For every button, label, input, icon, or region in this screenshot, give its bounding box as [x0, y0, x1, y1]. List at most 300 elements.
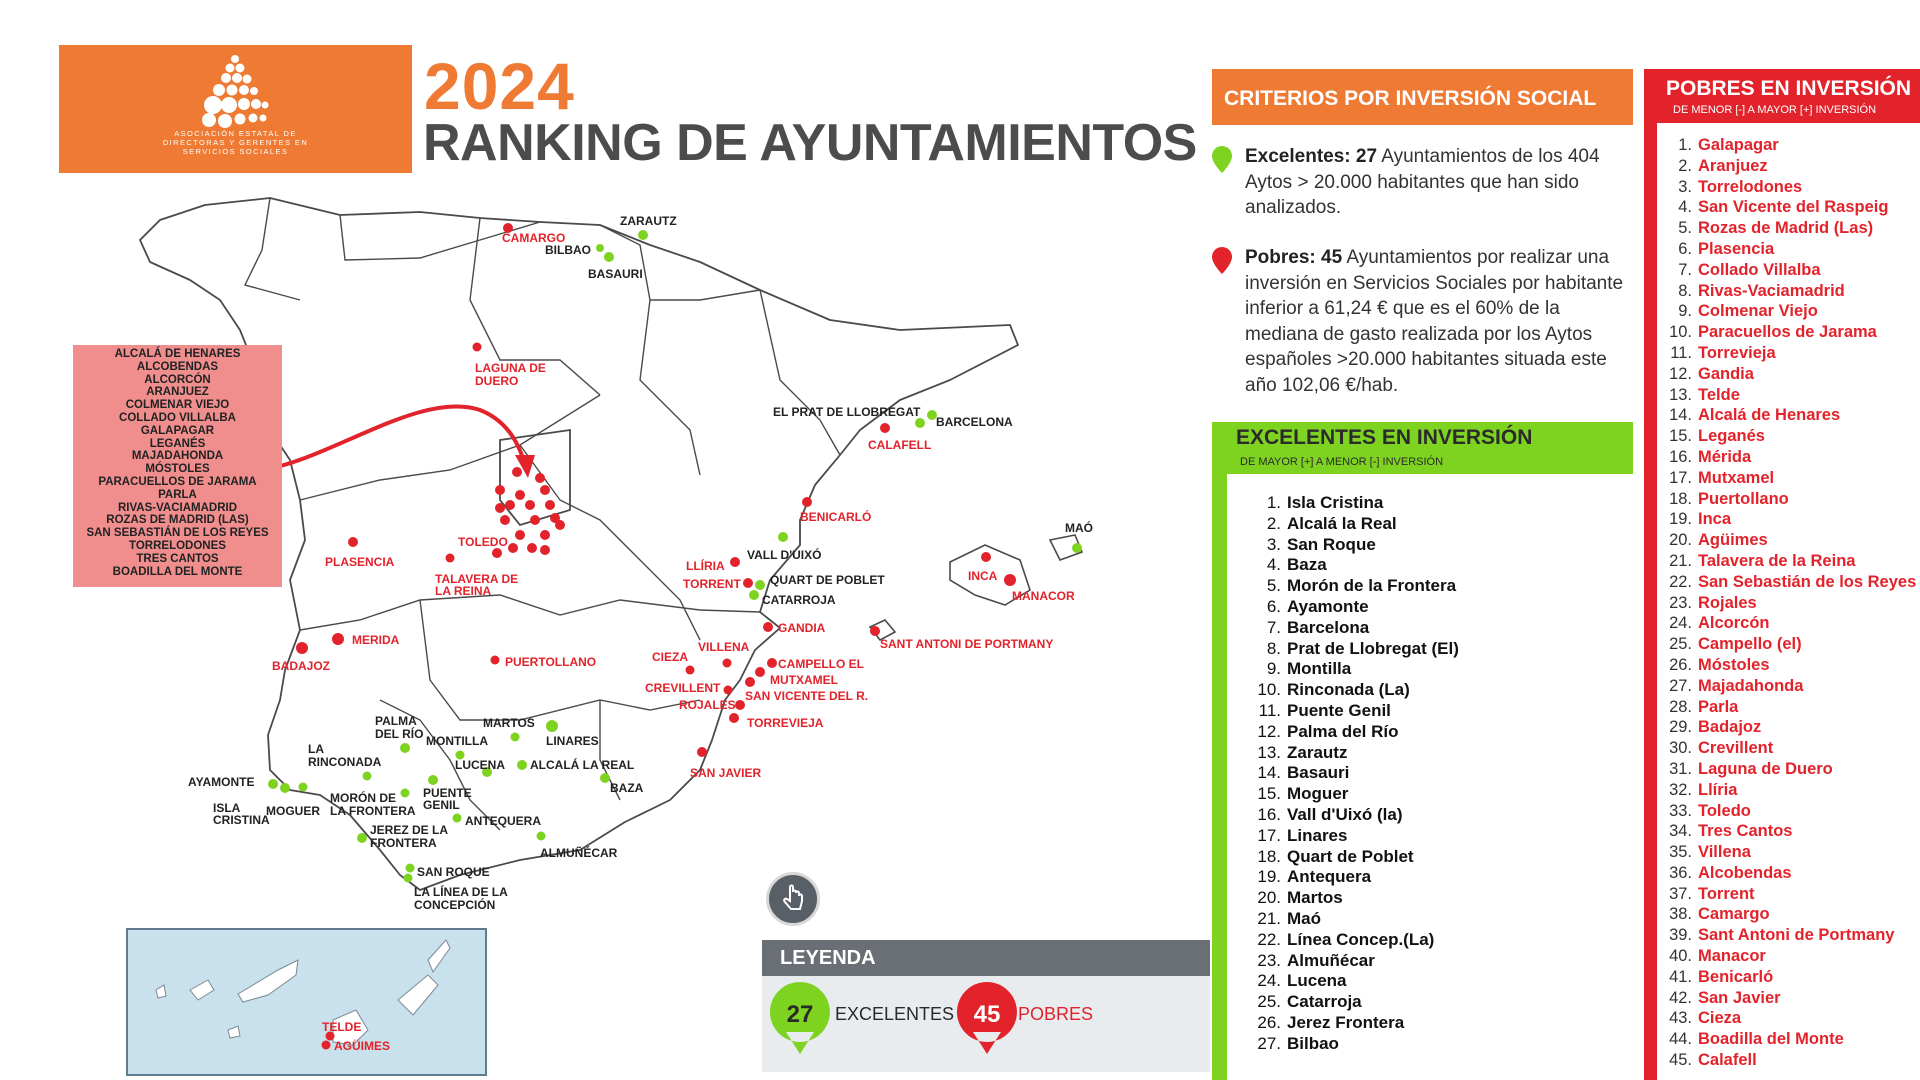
label-rojales: ROJALES	[679, 698, 736, 712]
pin-cieza	[686, 666, 695, 675]
label-la-linea-2: CONCEPCIÓN	[414, 898, 496, 910]
ranking-number: 39.	[1669, 926, 1692, 945]
ranking-item	[1662, 197, 1916, 218]
ranking-item	[1662, 177, 1916, 198]
madrid-item: PARACUELLOS DE JARAMA	[98, 475, 257, 488]
ranking-name: San Vicente del Raspeig	[1698, 198, 1889, 217]
ranking-number: 22.	[1257, 929, 1281, 949]
legend-body	[762, 976, 1210, 1072]
ranking-number: 22.	[1669, 572, 1692, 591]
madrid-item: LEGANÉS	[149, 437, 206, 450]
pin-almunecar	[537, 832, 546, 841]
ranking-number: 19.	[1257, 867, 1281, 887]
label-merida: MERIDA	[352, 633, 400, 647]
poor-title: POBRES EN INVERSIÓN	[1666, 77, 1912, 100]
ranking-number: 17.	[1257, 825, 1281, 845]
ranking-number: 10.	[1257, 680, 1281, 700]
madrid-item: ALCALÁ DE HENARES	[114, 348, 241, 360]
ranking-number: 25.	[1257, 992, 1281, 1012]
ranking-name: Alcobendas	[1698, 863, 1792, 882]
ranking-number: 4.	[1266, 555, 1281, 575]
ranking-number: 18.	[1669, 489, 1692, 508]
label-alcala-real: ALCALÁ LA REAL	[530, 758, 635, 772]
ranking-name: Isla Cristina	[1287, 493, 1384, 512]
label-almunecar: ALMUÑÉCAR	[540, 846, 618, 860]
ranking-name: Campello (el)	[1698, 635, 1802, 654]
ranking-name: Alcorcón	[1698, 614, 1770, 633]
pin-mao	[1072, 543, 1082, 553]
madrid-item: ALCORCÓN	[144, 373, 211, 386]
ranking-number: 17.	[1669, 468, 1692, 487]
label-benicarlo: BENICARLÓ	[800, 510, 872, 524]
ranking-number: 13.	[1669, 385, 1692, 404]
ranking-item	[1662, 759, 1916, 780]
ranking-number: 15.	[1669, 427, 1692, 446]
label-plasencia: PLASENCIA	[325, 555, 395, 569]
label-montilla: MONTILLA	[426, 734, 488, 748]
ranking-name: Crevillent	[1698, 739, 1774, 758]
legend-green-label: EXCELENTES	[835, 1004, 955, 1024]
pin-badajoz	[296, 642, 308, 654]
ranking-item	[1662, 509, 1916, 530]
ranking-item	[1662, 322, 1916, 343]
ranking-item	[1662, 218, 1916, 239]
label-calafell: CALAFELL	[868, 438, 932, 452]
ranking-item	[1662, 946, 1916, 967]
madrid-item: COLMENAR VIEJO	[125, 399, 230, 412]
ranking-item	[1662, 842, 1916, 863]
ranking-item	[1255, 535, 1459, 556]
criteria-poor	[1245, 245, 1635, 398]
ranking-number: 5.	[1678, 219, 1692, 238]
ranking-item	[1255, 992, 1459, 1013]
ranking-number: 40.	[1669, 947, 1692, 966]
ranking-item	[1255, 1034, 1459, 1055]
ranking-name: Paracuellos de Jarama	[1698, 323, 1877, 342]
ranking-item	[1662, 1008, 1916, 1029]
label-ayamonte: AYAMONTE	[188, 775, 255, 789]
ranking-item	[1662, 738, 1916, 759]
label-palma-rio-1: PALMA	[375, 714, 417, 728]
label-puente-genil-2: GENIL	[423, 798, 460, 812]
ranking-number: 15.	[1257, 784, 1281, 804]
label-toledo: TOLEDO	[458, 535, 508, 549]
ranking-name: Talavera de la Reina	[1698, 551, 1856, 570]
pin-aguimes	[322, 1041, 331, 1050]
pin-campello	[767, 658, 777, 668]
ranking-name: Sant Antoni de Portmany	[1698, 926, 1895, 945]
ranking-name: Bilbao	[1287, 1033, 1339, 1053]
ranking-number: 31.	[1669, 759, 1692, 778]
ranking-number: 1.	[1678, 136, 1692, 154]
ranking-item	[1662, 717, 1916, 738]
ranking-number: 29.	[1669, 718, 1692, 737]
label-laguna-2: DUERO	[475, 374, 519, 388]
ranking-number: 37.	[1669, 884, 1692, 903]
pin-vall-duixo	[778, 532, 788, 542]
ranking-name: Camargo	[1698, 905, 1770, 924]
pin-crevillent	[724, 686, 733, 695]
label-basauri: BASAURI	[588, 267, 643, 281]
pin-merida	[332, 633, 344, 645]
label-mutxamel: MUTXAMEL	[770, 673, 838, 687]
ranking-name: Moguer	[1287, 784, 1349, 804]
ranking-number: 13.	[1257, 742, 1281, 762]
ranking-item	[1255, 909, 1459, 930]
ranking-item	[1662, 260, 1916, 281]
pin-san-roque	[406, 864, 415, 873]
excellent-subtitle: DE MAYOR [+] A MENOR [-] INVERSIÓN	[1240, 456, 1444, 468]
madrid-item: TORRELODONES	[129, 539, 226, 552]
association-logo	[59, 45, 412, 173]
ranking-number: 8.	[1266, 638, 1281, 658]
ranking-item	[1255, 847, 1459, 868]
madrid-list	[73, 348, 282, 578]
label-bilbao: BILBAO	[545, 243, 591, 257]
ranking-name: Villena	[1698, 843, 1751, 862]
legend-red-label: POBRES	[1018, 1004, 1094, 1024]
criteria-excellent-label: Excelentes: 27	[1245, 146, 1378, 167]
ranking-item	[1662, 655, 1916, 676]
label-crevillent: CREVILLENT	[645, 681, 721, 695]
pin-baza	[600, 773, 610, 783]
ranking-item	[1255, 659, 1459, 680]
pin-liria	[730, 557, 740, 567]
baleares	[870, 535, 1082, 640]
ranking-item	[1662, 634, 1916, 655]
ranking-item	[1662, 447, 1916, 468]
ranking-item	[1662, 426, 1916, 447]
ranking-item	[1662, 343, 1916, 364]
ranking-number: 41.	[1669, 967, 1692, 986]
ranking-number: 8.	[1678, 281, 1692, 300]
criteria-excellent-text: Ayuntamientos de los 404 Aytos > 20.000 habitantes que han sido analizados.	[1245, 146, 1600, 218]
pin-palma-rio	[400, 743, 410, 753]
criteria-poor-label: Pobres: 45	[1245, 247, 1343, 268]
ranking-number: 3.	[1266, 534, 1281, 554]
pin-antequera	[453, 814, 462, 823]
ranking-name: Tres Cantos	[1698, 822, 1793, 841]
label-moguer: MOGUER	[266, 804, 320, 818]
ranking-item	[1662, 697, 1916, 718]
label-lucena: LUCENA	[455, 758, 505, 772]
label-campello: CAMPELLO EL	[778, 657, 864, 671]
ranking-number: 19.	[1669, 510, 1692, 529]
pin-la-linea	[404, 874, 413, 883]
pin-torrent	[743, 578, 753, 588]
ranking-number: 21.	[1257, 908, 1281, 928]
ranking-number: 34.	[1669, 822, 1692, 841]
label-martos: MARTOS	[483, 716, 535, 730]
ranking-name: San Sebastián de los Reyes	[1698, 572, 1917, 591]
label-sant-antoni: SANT ANTONI DE PORTMANY	[880, 637, 1054, 651]
ranking-item	[1662, 863, 1916, 884]
madrid-item: GALAPAGAR	[140, 424, 215, 437]
excellent-list	[1255, 493, 1459, 1055]
ranking-name: Mérida	[1698, 447, 1752, 466]
ranking-item	[1662, 821, 1916, 842]
pin-linares	[546, 720, 558, 732]
pin-villena	[723, 659, 732, 668]
ranking-item	[1255, 1013, 1459, 1034]
label-el-prat: EL PRAT DE LLOBREGAT	[773, 405, 921, 419]
ranking-name: Rivas-Vaciamadrid	[1698, 281, 1845, 300]
ranking-item	[1662, 780, 1916, 801]
ranking-number: 42.	[1669, 988, 1692, 1007]
ranking-number: 30.	[1669, 739, 1692, 758]
page-title: RANKING DE AYUNTAMIENTOS	[423, 114, 1197, 172]
red-pin-icon	[1210, 246, 1234, 276]
ranking-number: 12.	[1669, 364, 1692, 383]
ranking-item	[1255, 493, 1459, 514]
pointer-hand-icon[interactable]	[766, 872, 820, 926]
ranking-number: 43.	[1669, 1009, 1692, 1028]
pin-quart	[755, 580, 765, 590]
label-la-linea-1: LA LÍNEA DE LA	[414, 885, 508, 899]
ranking-item	[1662, 156, 1916, 177]
ranking-item	[1255, 930, 1459, 951]
ranking-name: Vall d'Uixó (la)	[1287, 804, 1403, 824]
ranking-name: Cieza	[1698, 1009, 1742, 1028]
label-badajoz: BADAJOZ	[272, 659, 331, 673]
label-jerez-1: JEREZ DE LA	[370, 823, 449, 837]
ranking-item	[1255, 743, 1459, 764]
label-moron-1: MORÓN DE	[330, 791, 396, 805]
legend-title: LEYENDA	[762, 940, 1210, 976]
ranking-item	[1662, 593, 1916, 614]
ranking-number: 10.	[1669, 323, 1692, 342]
ranking-item	[1662, 904, 1916, 925]
ranking-name: Línea Concep.(La)	[1287, 929, 1435, 949]
ranking-number: 7.	[1266, 617, 1281, 637]
ranking-item	[1255, 680, 1459, 701]
logo-line: SERVICIOS SOCIALES	[182, 147, 289, 156]
ranking-name: Leganés	[1698, 427, 1765, 446]
ranking-item	[1662, 925, 1916, 946]
poor-list	[1662, 135, 1916, 1071]
ranking-name: Laguna de Duero	[1698, 759, 1833, 778]
ranking-number: 32.	[1669, 780, 1692, 799]
criteria-title: CRITERIOS POR INVERSIÓN SOCIAL	[1212, 69, 1633, 125]
ranking-item	[1662, 239, 1916, 260]
ranking-name: Zarautz	[1287, 742, 1348, 762]
ranking-name: Llíria	[1698, 780, 1738, 799]
excellent-title: EXCELENTES EN INVERSIÓN	[1236, 426, 1533, 449]
ranking-name: Catarroja	[1287, 992, 1362, 1012]
hand-icon	[769, 875, 817, 923]
ranking-item	[1255, 618, 1459, 639]
ranking-number: 44.	[1669, 1030, 1692, 1049]
label-telde: TELDE	[322, 1020, 362, 1034]
label-torrevieja: TORREVIEJA	[747, 716, 824, 730]
ranking-name: San Roque	[1287, 534, 1376, 554]
ranking-item	[1662, 884, 1916, 905]
label-talavera-1: TALAVERA DE	[435, 572, 519, 586]
pin-el-prat	[915, 418, 925, 428]
ranking-number: 9.	[1266, 659, 1281, 679]
ranking-number: 28.	[1669, 697, 1692, 716]
label-torrent: TORRENT	[683, 577, 741, 591]
ranking-number: 20.	[1257, 888, 1281, 908]
ranking-name: Puente Genil	[1287, 700, 1391, 720]
pin-alcala-real	[517, 760, 527, 770]
ranking-item	[1255, 826, 1459, 847]
ranking-number: 25.	[1669, 635, 1692, 654]
madrid-item: ALCOBENDAS	[136, 360, 219, 373]
ranking-item	[1255, 555, 1459, 576]
ranking-item	[1662, 613, 1916, 634]
ranking-item	[1255, 763, 1459, 784]
ranking-number: 23.	[1257, 950, 1281, 970]
ranking-item	[1662, 468, 1916, 489]
ranking-name: Morón de la Frontera	[1287, 576, 1457, 596]
label-la-rinconada-2: RINCONADA	[308, 755, 382, 769]
ranking-name: Plasencia	[1698, 239, 1775, 258]
pin-mutxamel	[755, 667, 765, 677]
ranking-number: 45.	[1669, 1051, 1692, 1070]
ranking-number: 35.	[1669, 843, 1692, 862]
ranking-name: Jerez Frontera	[1287, 1012, 1405, 1032]
label-san-javier: SAN JAVIER	[690, 766, 762, 780]
ranking-item	[1662, 801, 1916, 822]
label-talavera-2: LA REINA	[435, 584, 492, 598]
ranking-item	[1662, 385, 1916, 406]
ranking-name: Torrelodones	[1698, 177, 1803, 196]
madrid-item: ROZAS DE MADRID (LAS)	[106, 514, 249, 527]
label-puertollano: PUERTOLLANO	[505, 655, 597, 669]
ranking-item	[1255, 888, 1459, 909]
ranking-number: 24.	[1257, 971, 1281, 991]
ranking-item	[1662, 967, 1916, 988]
ranking-name: San Javier	[1698, 988, 1781, 1007]
ranking-number: 12.	[1257, 721, 1281, 741]
ranking-number: 7.	[1678, 260, 1692, 279]
ranking-number: 14.	[1257, 763, 1281, 783]
ranking-name: Antequera	[1287, 867, 1372, 887]
canarias-inset	[126, 928, 487, 1076]
legend-red-count: 45	[973, 1001, 1001, 1028]
ranking-number: 38.	[1669, 905, 1692, 924]
ranking-number: 11.	[1258, 700, 1281, 720]
pin-sanjavier	[697, 747, 707, 757]
label-la-rinconada-1: LA	[308, 742, 324, 756]
ranking-item	[1255, 576, 1459, 597]
pin-puertollano	[491, 656, 500, 665]
ranking-name: Basauri	[1287, 763, 1350, 783]
ranking-number: 26.	[1669, 655, 1692, 674]
madrid-item: COLLADO VILLALBA	[119, 411, 236, 424]
ranking-item	[1662, 301, 1916, 322]
ranking-number: 16.	[1669, 447, 1692, 466]
ranking-number: 3.	[1678, 177, 1692, 196]
label-linares: LINARES	[546, 734, 599, 748]
ranking-item	[1662, 988, 1916, 1009]
label-liria: LLÍRIA	[686, 559, 725, 573]
ranking-item	[1255, 951, 1459, 972]
poor-subtitle: DE MENOR [-] A MAYOR [+] INVERSIÓN	[1673, 104, 1877, 116]
label-moron-2: LA FRONTERA	[330, 804, 416, 818]
pin-calafell	[880, 423, 890, 433]
label-mao: MAÓ	[1065, 521, 1093, 535]
pin-talavera	[446, 554, 455, 563]
ranking-name: Aranjuez	[1698, 156, 1768, 175]
ranking-name: Móstoles	[1698, 655, 1770, 674]
madrid-item: TRES CANTOS	[136, 552, 219, 565]
ranking-name: Puertollano	[1698, 489, 1789, 508]
pin-gandia	[763, 622, 773, 632]
ranking-item	[1662, 1029, 1916, 1050]
label-isla-cristina-1: ISLA	[213, 801, 241, 815]
ranking-number: 2.	[1678, 156, 1692, 175]
ranking-number: 23.	[1669, 593, 1692, 612]
ranking-item	[1255, 597, 1459, 618]
pin-jerez	[357, 833, 367, 843]
ranking-number: 18.	[1257, 846, 1281, 866]
ranking-number: 33.	[1669, 801, 1692, 820]
ranking-name: Martos	[1287, 888, 1343, 908]
ranking-name: Torrevieja	[1698, 343, 1776, 362]
label-baza: BAZA	[610, 781, 644, 795]
pin-benicarlo	[802, 497, 812, 507]
label-antequera: ANTEQUERA	[465, 814, 542, 828]
ranking-item	[1255, 784, 1459, 805]
criteria-excellent	[1245, 144, 1635, 221]
ranking-item	[1255, 867, 1459, 888]
label-camargo: CAMARGO	[502, 231, 566, 245]
pin-sanvicente	[745, 677, 755, 687]
ranking-name: Benicarló	[1698, 967, 1774, 986]
pin-sant-antoni	[870, 626, 880, 636]
pin-zarautz	[638, 230, 648, 240]
ranking-number: 6.	[1266, 596, 1281, 616]
pin-ayamonte	[268, 779, 278, 789]
ranking-name: Maó	[1287, 908, 1321, 928]
ranking-name: Calafell	[1698, 1051, 1757, 1070]
pin-inca	[981, 552, 991, 562]
report-year: 2024	[424, 49, 575, 123]
ranking-item	[1662, 676, 1916, 697]
ranking-name: Rojales	[1698, 593, 1757, 612]
label-inca: INCA	[968, 569, 998, 583]
ranking-name: Barcelona	[1287, 617, 1370, 637]
ranking-item	[1662, 405, 1916, 426]
pin-torrevieja	[729, 713, 739, 723]
ranking-item	[1662, 281, 1916, 302]
ranking-name: Telde	[1698, 385, 1740, 404]
madrid-item: BOADILLA DEL MONTE	[112, 565, 243, 578]
ranking-item	[1662, 364, 1916, 385]
legend-green-count: 27	[786, 1001, 814, 1028]
label-san-vicente: SAN VICENTE DEL R.	[745, 689, 869, 703]
ranking-name: Toledo	[1698, 801, 1751, 820]
label-villena: VILLENA	[698, 640, 750, 654]
ranking-name: Rinconada (La)	[1287, 680, 1410, 700]
label-cieza: CIEZA	[652, 650, 688, 664]
ranking-item	[1662, 530, 1916, 551]
ranking-item	[1662, 551, 1916, 572]
legend-markers	[762, 976, 1210, 1072]
ranking-number: 27.	[1257, 1033, 1281, 1053]
ranking-item	[1662, 135, 1916, 156]
ranking-item	[1255, 701, 1459, 722]
label-palma-rio-2: DEL RÍO	[375, 727, 424, 741]
ranking-number: 26.	[1257, 1012, 1281, 1032]
ranking-name: Boadilla del Monte	[1698, 1030, 1844, 1049]
ranking-number: 4.	[1678, 198, 1692, 217]
ranking-name: Agüimes	[1698, 531, 1768, 550]
pin-laguna	[473, 343, 482, 352]
ranking-number: 36.	[1669, 863, 1692, 882]
